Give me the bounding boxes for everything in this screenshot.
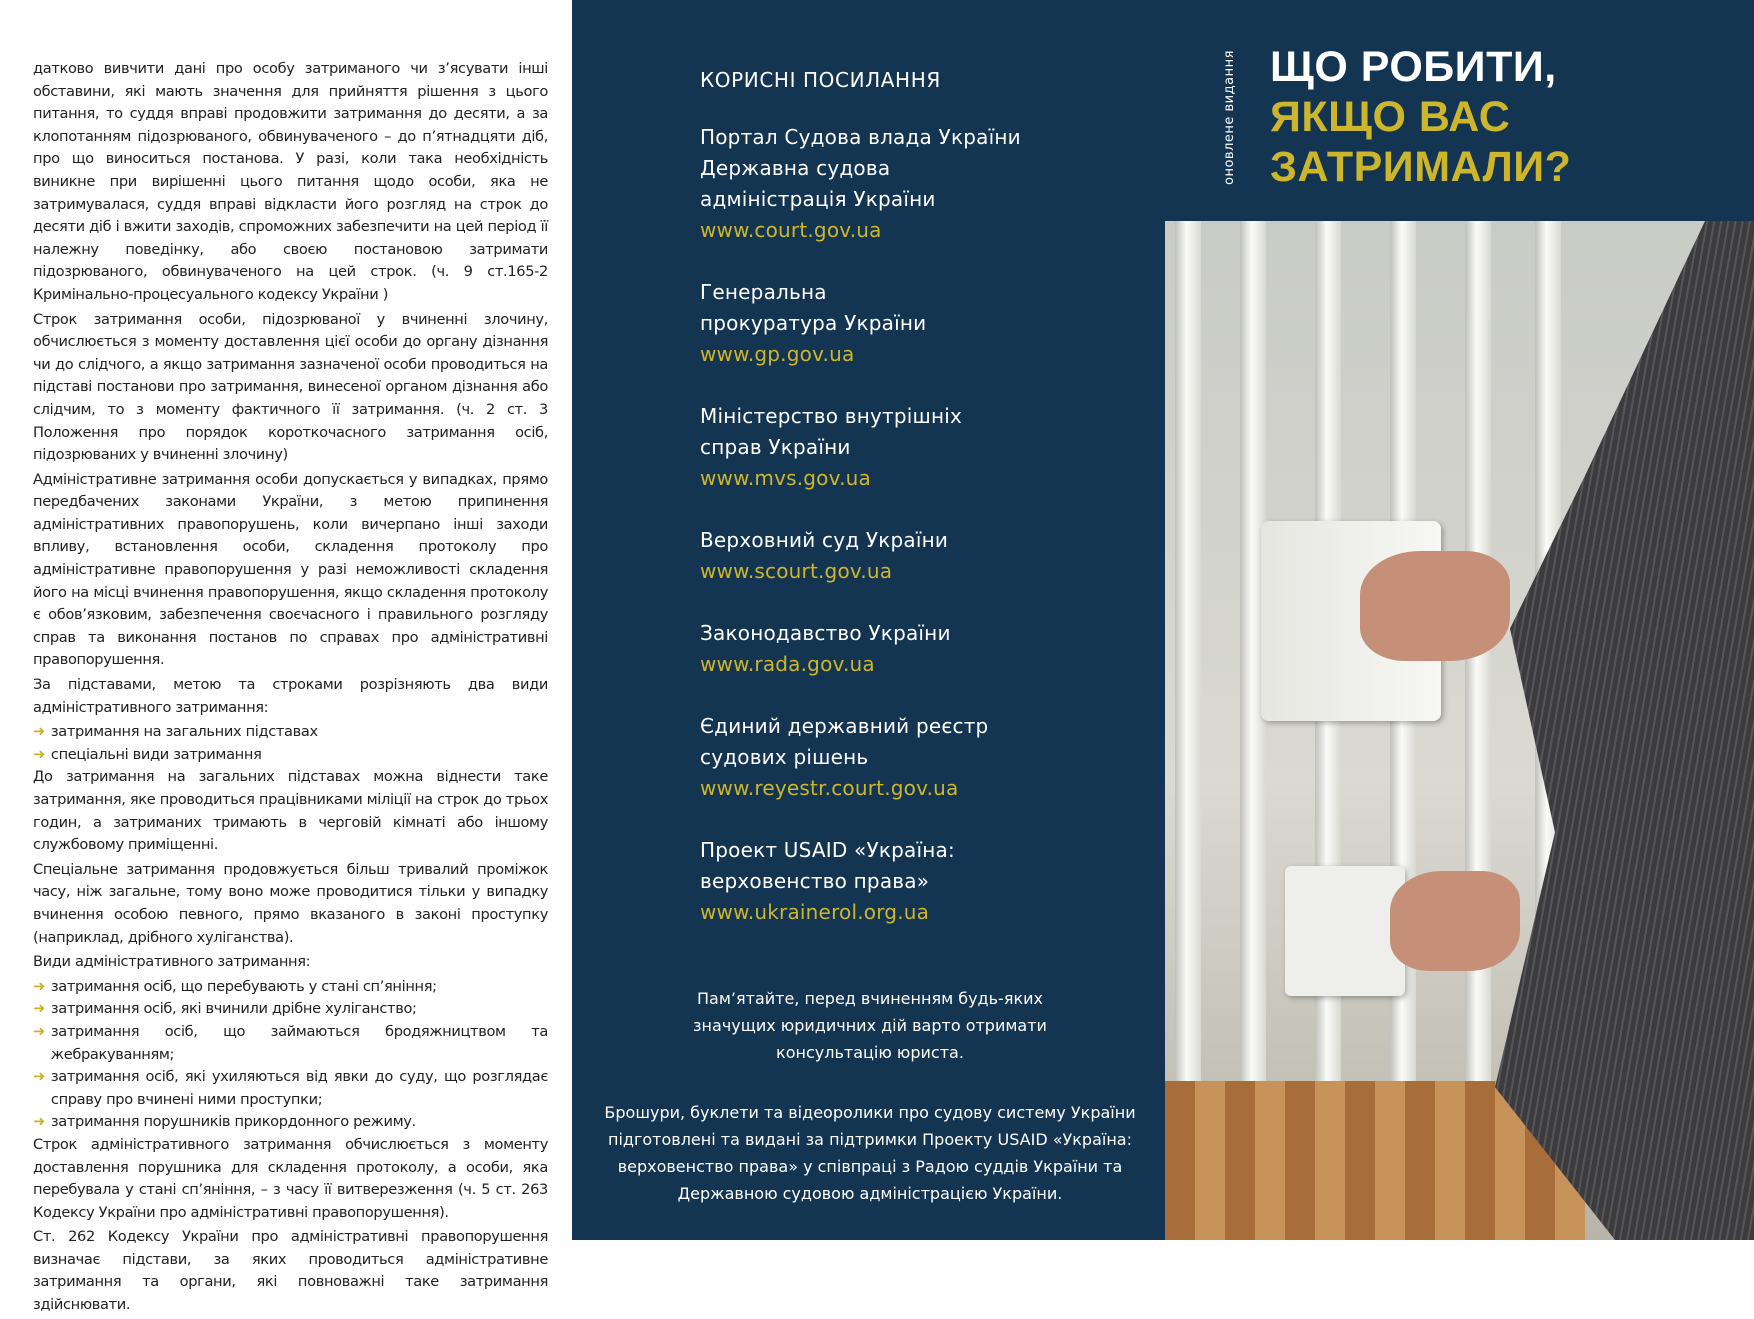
arrow-icon: ➜ <box>33 723 45 741</box>
link-url[interactable]: www.rada.gov.ua <box>700 652 875 676</box>
bullet-text: затримання осіб, які ухиляються від явки до суду, що розглядає справу про вчинені ними проступки; <box>50 1068 548 1108</box>
paragraph: До затримання на загальних підставах можна віднести таке затримання, яке проводиться працівниками міліції на строк до трьох годин, а затриманих тримають в черговій кімнаті або іншому службовому приміщенні. <box>33 768 548 854</box>
link-url[interactable]: www.reyestr.court.gov.ua <box>700 776 959 800</box>
title-line: ЩО РОБИТИ, <box>1270 43 1557 91</box>
bullet-text: затримання осіб, що перебувають у стані сп’яніння; <box>50 977 437 995</box>
bullet-item <box>33 721 548 744</box>
edition-label: оновлене видання <box>1222 50 1237 185</box>
bullet-item <box>33 998 548 1021</box>
bullet-text: спеціальні види затримання <box>50 745 262 763</box>
link-item <box>700 835 1100 928</box>
body-text <box>33 58 548 1319</box>
link-title: Верховний суд України <box>700 528 949 552</box>
link-item <box>700 618 1100 680</box>
notice-text: Пам’ятайте, перед вчиненням будь-яких значущих юридичних дій варто отримати консультацію юриста. <box>693 989 1047 1062</box>
bullet-text: затримання на загальних підставах <box>50 723 318 741</box>
link-title: Єдиний державний реєстр судових рішень <box>700 714 989 769</box>
arrow-icon: ➜ <box>33 977 45 995</box>
link-url[interactable]: www.mvs.gov.ua <box>700 466 871 490</box>
hand <box>1390 871 1520 971</box>
link-url[interactable]: www.scourt.gov.ua <box>700 559 893 583</box>
links-heading: КОРИСНІ ПОСИЛАННЯ <box>700 68 941 92</box>
paragraph: Види адміністративного затримання: <box>33 953 311 971</box>
hand <box>1360 551 1510 661</box>
link-item <box>700 711 1100 804</box>
arrow-icon: ➜ <box>33 745 45 763</box>
link-url[interactable]: www.ukrainerol.org.ua <box>700 900 930 924</box>
useful-links <box>700 68 1100 959</box>
bullet-text: затримання осіб, які вчинили дрібне хуліганство; <box>50 1000 417 1018</box>
paragraph: За підставами, метою та строками розрізняють два види адміністративного затримання: <box>33 676 548 716</box>
bullet-text: затримання порушників прикордонного режиму. <box>50 1113 416 1131</box>
link-title: Міністерство внутрішніх справ України <box>700 404 963 459</box>
bullet-item <box>33 1111 548 1134</box>
arrow-icon: ➜ <box>33 1022 45 1040</box>
paragraph: Спеціальне затримання продовжується більш тривалий проміжок часу, ніж загальне, тому воно може проводитися тільки у випадку вчинення особою певного, прямо вказаного в законі проступку (наприклад, дрібного хуліганства). <box>33 860 548 946</box>
link-item <box>700 401 1100 494</box>
cover-title <box>1270 42 1571 192</box>
link-title: Генеральна прокуратура України <box>700 280 927 335</box>
paragraph: датково вивчити дані про особу затриманого чи з’ясувати інші обставини, які мають значення для прийняття рішення з цього питання, то суддя вправі продовжити затримання до десяти, а за клопотанням підозрюваного, обвинуваченого – до п’ятнадцяти діб, про що виноситься постанова. У разі, коли така необхідність виникне при вирішенні цього питання щодо особи, яка не затримувалася, суддя вправі відкласти його розгляд на строк до десяти діб і вжити заходів, спроможних забезпечити на цей період її належну поведінку, або своєю постановою затримати підозрюваного, обвинуваченого на цей строк. (ч. 9 ст.165-2 Кримінально-процесуального кодексу України ) <box>33 60 548 303</box>
bullet-item <box>33 1021 548 1066</box>
cover-photo <box>1165 221 1754 1240</box>
link-title: Проект USAID «Україна: верховенство права» <box>700 838 955 893</box>
lock-plate <box>1285 866 1405 996</box>
arrow-icon: ➜ <box>33 1113 45 1131</box>
suit-arm <box>1495 221 1754 1240</box>
paragraph: Строк затримання особи, підозрюваної у вчиненні злочину, обчислюється з моменту доставлення цієї особи до органу дізнання чи до слідчого, а якщо затримання зазначеної особи проводиться на підставі постанови про затримання, винесеної органом дізнання або слідчим, то з моменту фактичного її затримання. (ч. 2 ст. 3 Положення про порядок короткочасного затримання осіб, підозрюваних у вчиненні злочину) <box>33 310 548 464</box>
link-title: Законодавство України <box>700 621 951 645</box>
link-url[interactable]: www.gp.gov.ua <box>700 342 855 366</box>
arrow-icon: ➜ <box>33 1068 45 1086</box>
paragraph: Строк адміністративного затримання обчислюється з моменту доставлення порушника для складення протоколу, а особи, яка перебувала у стані сп’яніння, – з часу її витверезження (ч. 5 ст. 263 Кодексу України про адміністративні правопорушення). <box>33 1135 548 1221</box>
bullet-item <box>33 976 548 999</box>
paragraph: Ст. 262 Кодексу України про адміністративні правопорушення визначає підстави, за яких проводиться адміністративне затримання та органи, які повноважні таке затримання здійснювати. <box>33 1228 548 1314</box>
title-line: ЯКЩО ВАС <box>1270 93 1511 141</box>
bullet-item <box>33 744 548 767</box>
link-item <box>700 277 1100 370</box>
link-item <box>700 122 1100 246</box>
credits-text: Брошури, буклети та відеоролики про судову систему України підготовлені та видані за підтримки Проекту USAID «Україна: верховенство права» у співпраці з Радою суддів України та Державною судовою адміністрацією України. <box>604 1103 1136 1203</box>
link-title: Портал Судова влада України Державна судова адміністрація України <box>700 125 1021 211</box>
bullet-item <box>33 1066 548 1111</box>
link-url[interactable]: www.court.gov.ua <box>700 218 882 242</box>
arrow-icon: ➜ <box>33 1000 45 1018</box>
left-page <box>0 0 572 1314</box>
bullet-text: затримання осіб, що займаються бродяжництвом та жебракуванням; <box>50 1022 548 1063</box>
paragraph: Адміністративне затримання особи допускається у випадках, прямо передбачених законами України, з метою припинення адміністративних правопорушень, коли вичерпано інші заходи впливу, встановлення особи, складення протоколу про адміністративне правопорушення у разі неможливості складення його на місці вчинення правопорушення, якщо складення протоколу є обов’язковим, забезпечення своєчасного і правильного розгляду справ та виконання постанов по справах про адміністративні правопорушення. <box>33 470 548 669</box>
title-line: ЗАТРИМАЛИ? <box>1270 143 1572 191</box>
link-item <box>700 525 1100 587</box>
